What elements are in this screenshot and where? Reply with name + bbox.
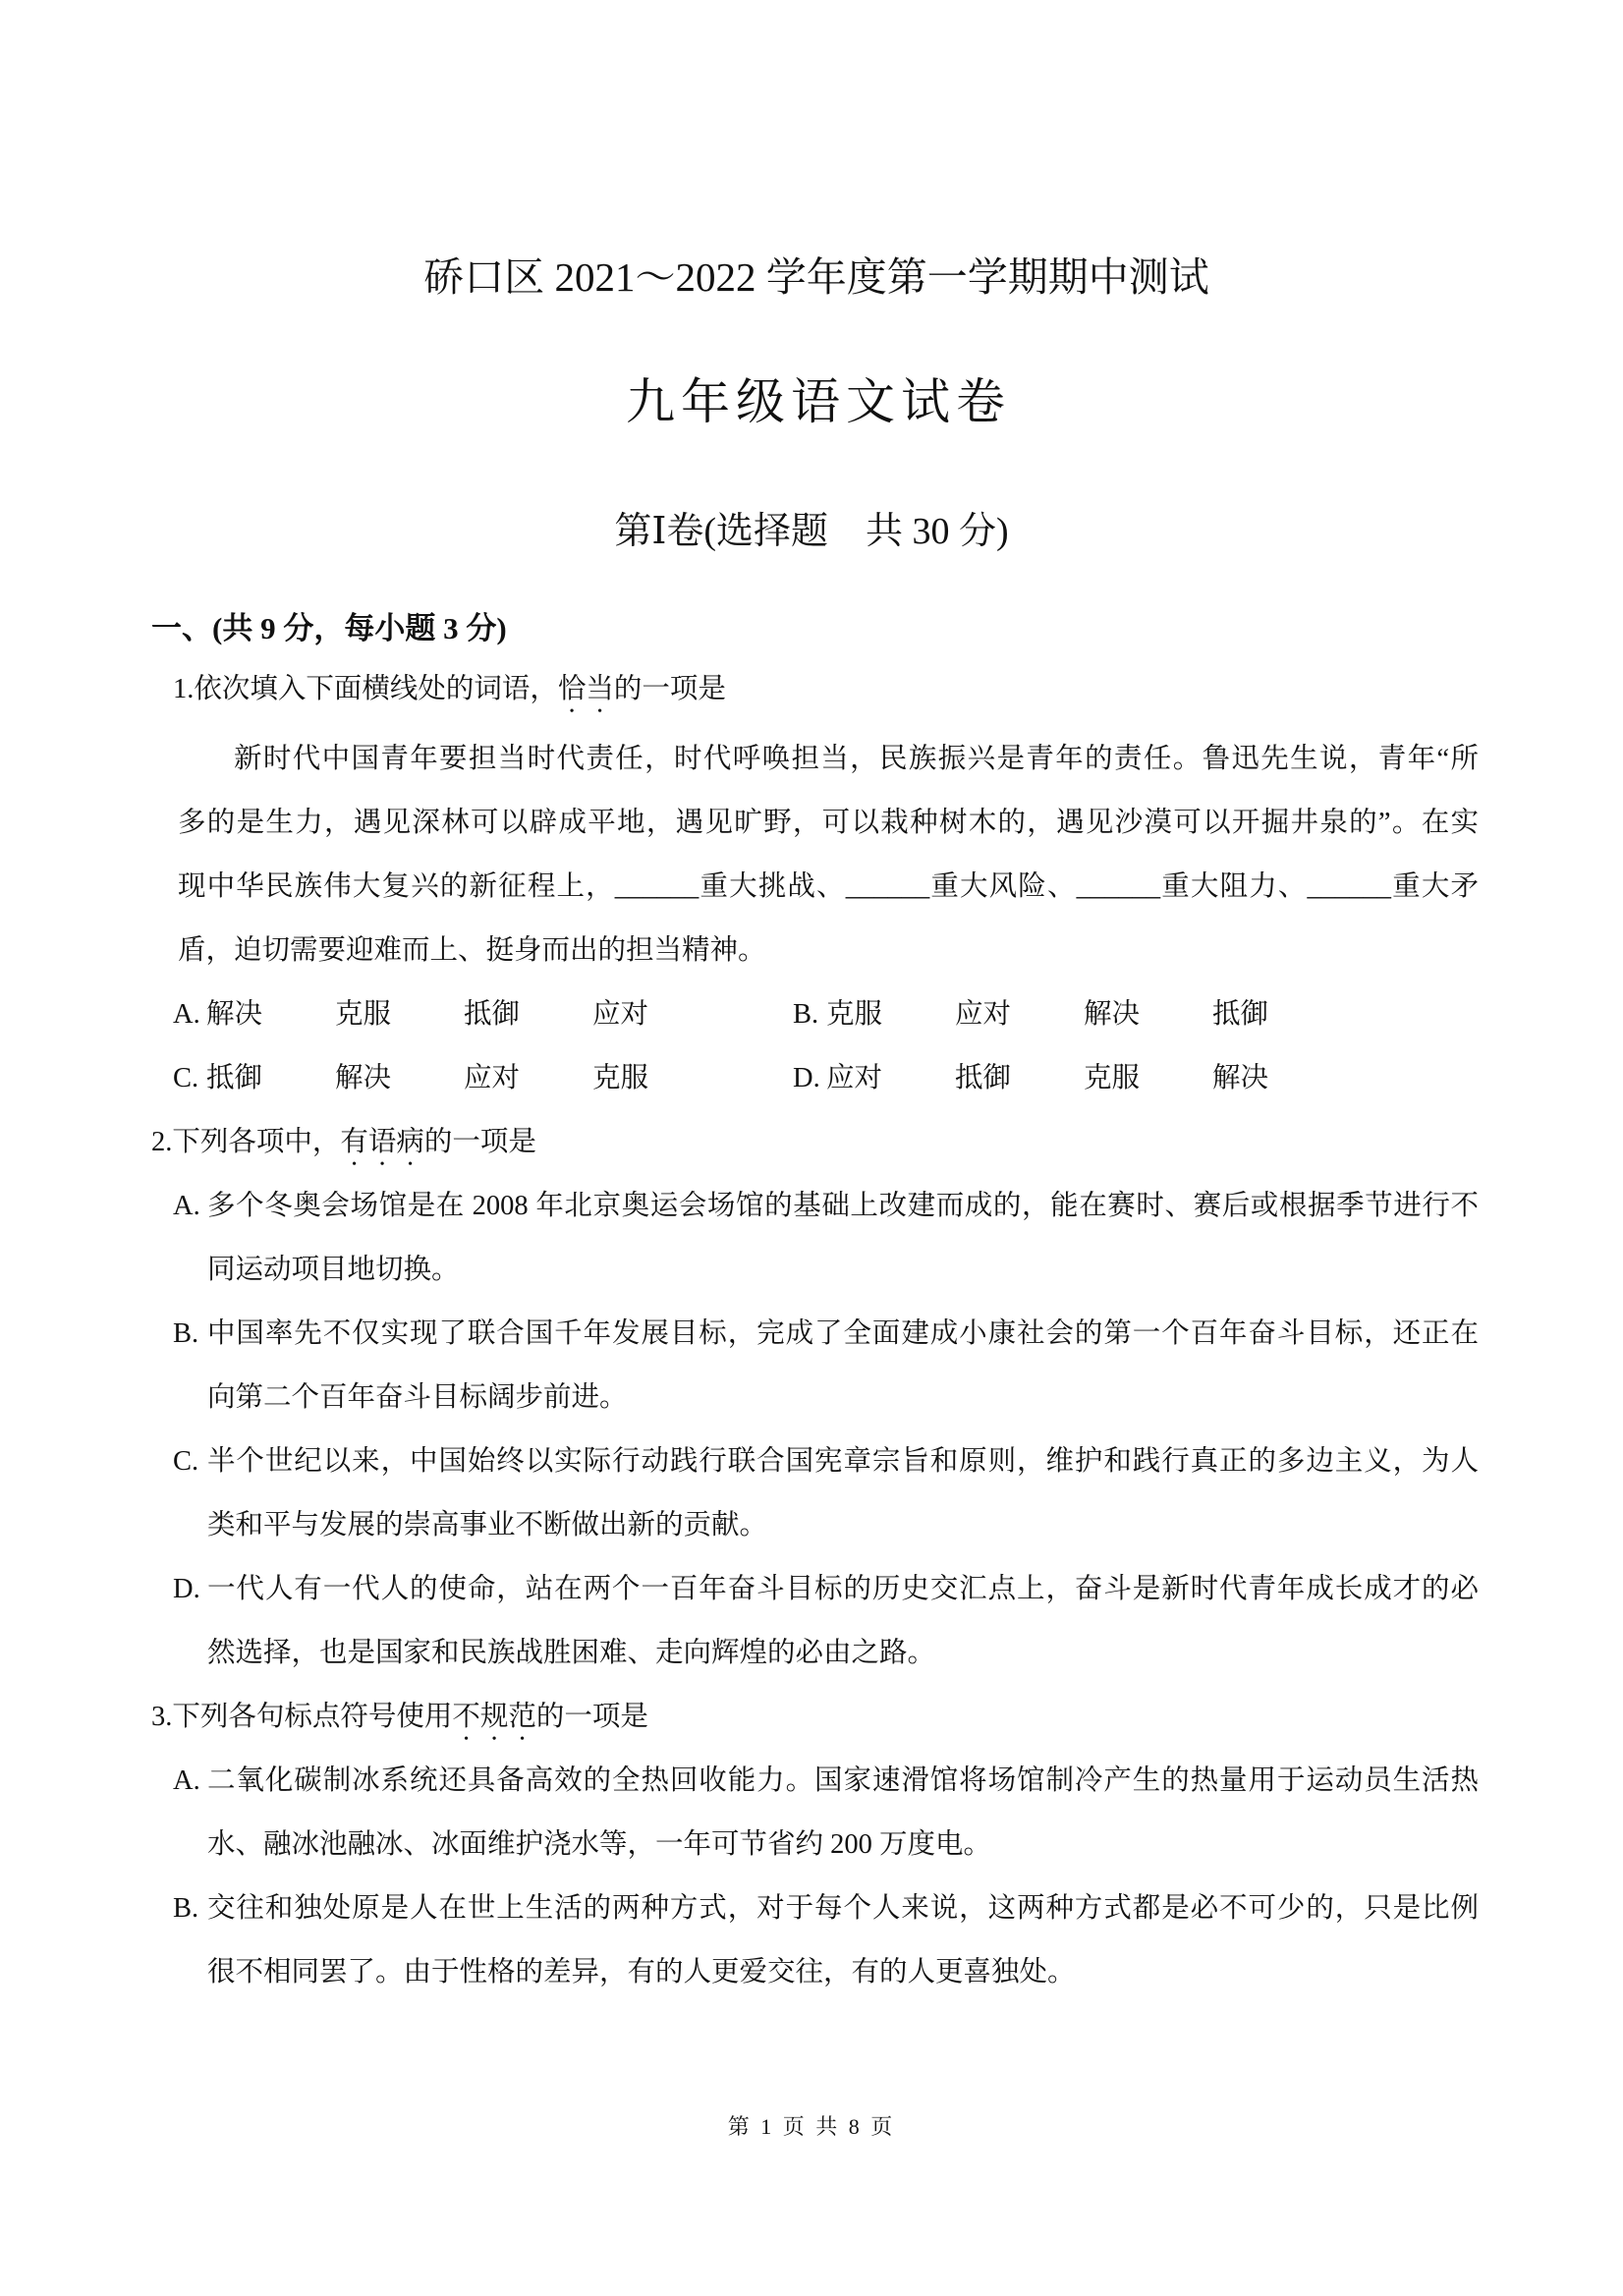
option-text bbox=[207, 1302, 1479, 1429]
option-word: 解决 bbox=[206, 999, 263, 1030]
stem-text: 1.依次填入下面横线处的词语， bbox=[173, 674, 558, 704]
stem-emphasis: 有语病 bbox=[340, 1127, 424, 1157]
question-stem bbox=[151, 1685, 1479, 1749]
option-b bbox=[173, 1876, 1479, 2004]
option-word: 应对 bbox=[464, 1063, 521, 1093]
paper-title: 九年级语文试卷 bbox=[626, 374, 1011, 429]
passage-line: 新时代中国青年要担当时代责任，时代呼唤担当，民族振兴是青年的责任。鲁迅先生说，青年“所 bbox=[234, 744, 1479, 774]
passage-line: 现中华民族伟大复兴的新征程上，______重大挑战、______重大风险、______重大阻力、______重大矛 bbox=[178, 871, 1479, 902]
option-d bbox=[173, 1557, 1479, 1685]
question-1 bbox=[151, 657, 1479, 1110]
option-line: 类和平与发展的崇高事业不断做出新的贡献。 bbox=[207, 1510, 768, 1540]
question-stem bbox=[151, 1110, 1479, 1174]
option-word: 克服 bbox=[826, 999, 883, 1030]
option-d bbox=[793, 1046, 1413, 1110]
section-heading: 一、(共 9 分，每小题 3 分) bbox=[151, 611, 507, 645]
page-number: 第 1 页 共 8 页 bbox=[727, 2114, 896, 2139]
option-word: 抵御 bbox=[955, 1063, 1012, 1093]
option-label: B. bbox=[173, 1318, 199, 1349]
option-row bbox=[173, 1046, 1479, 1110]
option-label: A. bbox=[173, 1765, 200, 1796]
option-line: 多个冬奥会场馆是在 2008 年北京奥运会场馆的基础上改建而成的，能在赛时、赛后或根据季节进行不 bbox=[207, 1191, 1479, 1221]
option-label: A. bbox=[173, 1191, 200, 1221]
option-label: C. bbox=[173, 1446, 199, 1477]
option-word: 应对 bbox=[955, 999, 1012, 1030]
option-row bbox=[173, 982, 1479, 1046]
option-label: D. bbox=[793, 1063, 820, 1093]
stem-text: 3.下列各句标点符号使用 bbox=[151, 1702, 453, 1732]
option-text bbox=[207, 1174, 1479, 1302]
option-c bbox=[173, 1429, 1479, 1557]
option-label: B. bbox=[793, 999, 819, 1030]
option-b bbox=[793, 982, 1413, 1046]
option-a bbox=[173, 1749, 1479, 1876]
option-line: 一代人有一代人的使命，站在两个一百年奋斗目标的历史交汇点上，奋斗是新时代青年成长成才的必 bbox=[207, 1574, 1479, 1604]
option-word: 抵御 bbox=[464, 999, 521, 1030]
option-label: C. bbox=[173, 1063, 199, 1093]
option-a bbox=[173, 982, 793, 1046]
option-text bbox=[207, 1876, 1479, 2004]
option-c bbox=[173, 1046, 793, 1110]
option-line: 很不相同罢了。由于性格的差异，有的人更爱交往，有的人更喜独处。 bbox=[207, 1957, 1076, 1988]
option-line: 半个世纪以来，中国始终以实际行动践行联合国宪章宗旨和原则，维护和践行真正的多边主义，为人 bbox=[207, 1446, 1479, 1477]
option-line: 中国率先不仅实现了联合国千年发展目标，完成了全面建成小康社会的第一个百年奋斗目标，还正在 bbox=[207, 1318, 1479, 1349]
option-label: D. bbox=[173, 1574, 200, 1604]
option-text bbox=[207, 1749, 1479, 1876]
option-word: 克服 bbox=[335, 999, 392, 1030]
option-text bbox=[207, 1429, 1479, 1557]
option-word: 解决 bbox=[1084, 999, 1141, 1030]
option-line: 向第二个百年奋斗目标阔步前进。 bbox=[207, 1382, 628, 1413]
option-label: A. bbox=[173, 999, 200, 1030]
option-label: B. bbox=[173, 1893, 199, 1924]
question-stem bbox=[173, 657, 1479, 721]
option-line: 然选择，也是国家和民族战胜困难、走向辉煌的必由之路。 bbox=[207, 1638, 936, 1668]
stem-text: 2.下列各项中， bbox=[151, 1127, 341, 1157]
question-3 bbox=[151, 1685, 1479, 2004]
reading-passage bbox=[178, 727, 1479, 982]
option-word: 克服 bbox=[1084, 1063, 1141, 1093]
exam-district-title: 硚口区 2021～2022 学年度第一学期期中测试 bbox=[423, 254, 1209, 300]
passage-line: 多的是生力，遇见深林可以辟成平地，遇见旷野，可以栽种树木的，遇见沙漠可以开掘井泉的”。在实 bbox=[178, 808, 1479, 838]
stem-emphasis: 不规范 bbox=[452, 1702, 536, 1732]
option-b bbox=[173, 1302, 1479, 1429]
option-line: 交往和独处原是人在世上生活的两种方式，对于每个人来说，这两种方式都是必不可少的，只是比例 bbox=[207, 1893, 1479, 1924]
option-a bbox=[173, 1174, 1479, 1302]
option-word: 应对 bbox=[592, 999, 649, 1030]
question-2 bbox=[151, 1110, 1479, 1685]
option-line: 同运动项目地切换。 bbox=[207, 1255, 460, 1285]
option-word: 抵御 bbox=[1212, 999, 1269, 1030]
option-line: 水、融冰池融冰、冰面维护浇水等，一年可节省约 200 万度电。 bbox=[207, 1829, 992, 1860]
option-word: 解决 bbox=[1212, 1063, 1269, 1093]
stem-text: 的一项是 bbox=[423, 1127, 536, 1157]
option-text bbox=[207, 1557, 1479, 1685]
stem-emphasis: 恰当 bbox=[557, 674, 614, 704]
option-line: 二氧化碳制冰系统还具备高效的全热回收能力。国家速滑馆将场馆制冷产生的热量用于运动员生活热 bbox=[207, 1765, 1479, 1796]
passage-line: 盾，迫切需要迎难而上、挺身而出的担当精神。 bbox=[178, 935, 766, 966]
option-word: 应对 bbox=[826, 1063, 883, 1093]
exam-content bbox=[151, 600, 1479, 2004]
stem-text: 的一项是 bbox=[613, 674, 726, 704]
option-word: 抵御 bbox=[206, 1063, 263, 1093]
option-word: 解决 bbox=[335, 1063, 392, 1093]
option-word: 克服 bbox=[592, 1063, 649, 1093]
volume-title: 第Ⅰ卷(选择题 共 30 分) bbox=[614, 511, 1009, 552]
stem-text: 的一项是 bbox=[535, 1702, 648, 1732]
